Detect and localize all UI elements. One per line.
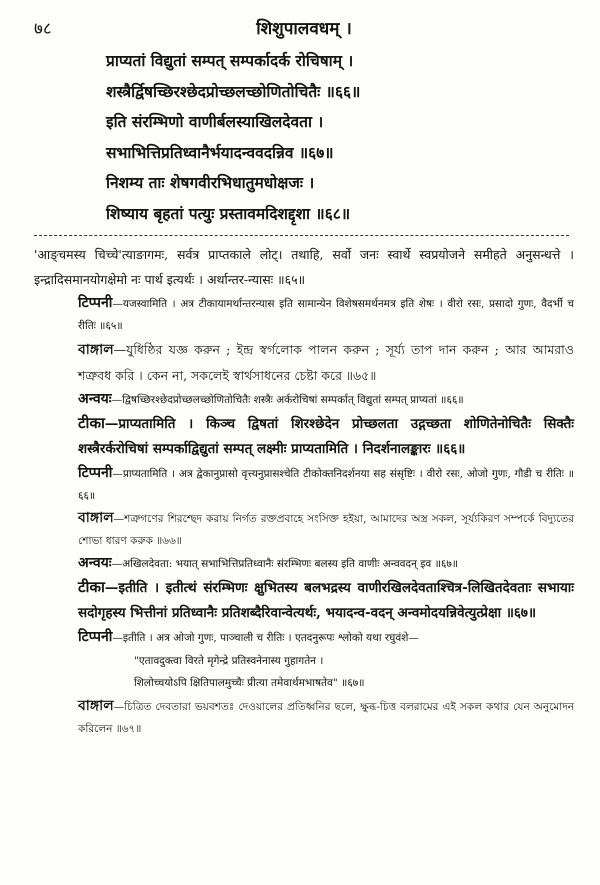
verse-block xyxy=(106,46,574,229)
anvaya-label: अन्वयः xyxy=(78,555,112,571)
bangla-text: —যুধিষ্ঠির যজ্ঞ করুন ; ইন্দ্র স্বর্গলোক পালন করুন ; সূর্য্য তাপ দান করুন ; আর আমরাও শত্রুবধ করি । কেন না, সকলেই স্বার্থসাধনের চেষ্টা করে ॥৬৫॥ xyxy=(78,342,574,383)
tippani-text: —इतीति । अत्र ओजो गुणः, पाञ्चाली च रीतिः । एतदनुरूपः श्लोको यथा रघुवंशे— xyxy=(112,632,419,644)
tika-67 xyxy=(34,575,574,626)
tika-label: टीका xyxy=(78,414,105,432)
verse-line: सभाभित्तिप्रतिध्वानैर्भयादन्ववदन्निव ॥६७॥ xyxy=(106,142,334,162)
page-number: ७८ xyxy=(34,19,52,39)
tippani-65 xyxy=(34,292,574,337)
commentary-65-main: 'आङ्चमस्य चिच्चे'त्याङागमः, सर्वत्र प्राप्तकाले लोट्। तथाहि, सर्वो जनः स्वार्थे स्वप्रयोजने समीहते अनुसन्धत्ते । इन्द्रादिसमानयोगक्षेमो नः पार्थ इत्यर्थः । अर्थान्तर-न्यासः ॥६५॥ xyxy=(34,247,574,287)
bangla-66 xyxy=(34,507,574,552)
tika-label: टीका xyxy=(78,578,105,596)
anvaya-text: —द्विषच्छिरश्छेदप्रोच्छलच्छोणितोचितैः शस्त्रैः अर्करोचिषां सम्पर्कात् विद्युतां सम्पत् प्राप्यतां ॥६६॥ xyxy=(111,394,464,406)
running-title: शिशुपालवधम् । xyxy=(256,19,352,39)
tika-text: —प्राप्यतामिति । किञ्च द्विषतां शिरश्छेदेन प्रोच्छलता उद्गच्छता शोणितेनोचितैः सिक्तैः शस्त्रैरर्करोचिषां सम्पर्काद्विद्युतां सम्पत् लक्ष्मीः प्राप्यतामिति । निदर्शनालङ्कारः ॥६६॥ xyxy=(78,416,574,457)
tippani-label: टिप्पनी xyxy=(78,465,113,481)
verse-line: इति संरम्भिणो वाणीर्बलस्याखिलदेवता । xyxy=(106,112,324,131)
verse-line: शिष्याय बृहतां पत्युः प्रस्तावमदिशद्दृशा ॥६८॥ xyxy=(106,203,351,223)
section-divider xyxy=(34,235,569,236)
anvaya-66 xyxy=(34,388,574,411)
anvaya-text: —अखिलदेवता: भयात् सभाभित्तिप्रतिध्वानैः संरम्भिणः बलस्य इति वाणीः अन्ववदन् इव ॥६७॥ xyxy=(111,558,459,570)
verse-line: शस्त्रैर्द्विषच्छिरश्छेदप्रोच्छलच्छोणितोचितैः ॥६६॥ xyxy=(106,81,361,101)
quote-line: "एतावदुक्त्वा विरते मृगेन्द्रे प्रतिस्वनेनास्य गुहागतेन । xyxy=(134,655,324,667)
tippani-66 xyxy=(34,462,574,507)
anvaya-67 xyxy=(34,552,574,575)
bangla-label: বাঙ্গাল xyxy=(78,510,114,526)
bangla-text: —চিত্রিত দেবতারা ভয়বশতঃ দেওয়ালের প্রতিধ্বনির ছলে, ক্ষুব্ধ-চিত্ত বলরামের এই সকল কথার যেন অনুমোদন করিলেন ॥৬৭॥ xyxy=(78,701,574,735)
tippani-label: टिप्पनी xyxy=(78,295,113,311)
bangla-65 xyxy=(34,337,574,388)
page-header xyxy=(34,10,574,40)
bangla-label: বাঙ্গাল xyxy=(78,698,114,714)
tika-text: —इतीति । इतीत्थं संरम्भिणः क्षुभितस्य बलभद्रस्य वाणीरखिलदेवताश्चित्र-लिखितदेवताः सभायाः सदोगृहस्य भित्तीनां प्रतिध्वानैः प्रतिशब्दैरिवान्वेत्यर्थः, भयादन्व-वदन् अन्वमोदयन्निवेत्युत्प्रेक्षा ॥६७॥ xyxy=(78,580,574,621)
bangla-text: —শত্রুগণের শিরশ্ছেদ করায় নির্গত রক্তপ্রবাহে সংসিক্ত হইয়া, আমাদের অস্ত্র সকল, সূর্য্যকিরণ সম্পর্কে বিদ্যুতের শোভা ধারণ করুক ॥৬৬॥ xyxy=(78,513,574,547)
verse-line: निशम्य ताः शेषगवीरभिधातुमधोक्षजः । xyxy=(106,173,315,192)
bangla-label: বাঙ্গাল xyxy=(78,342,114,358)
quote-line: शिलोच्चयोऽपि क्षितिपालमुच्चैः प्रीत्या तमेवार्थमभाषतेव" ॥६७॥ xyxy=(134,677,365,689)
tippani-67 xyxy=(34,626,574,649)
tippani-text: —यजस्वामिति । अत्र टीकायामर्थान्तरन्यास इति सामान्येन विशेषसमर्थनमत्र इति शेषः । वीरो रसः, प्रसादो गुणः, वैदर्भी च रीतिः ॥६५॥ xyxy=(78,298,574,332)
bangla-67 xyxy=(34,695,574,740)
anvaya-label: अन्वयः xyxy=(78,391,112,407)
tika-66 xyxy=(34,411,574,462)
tippani-text: —प्राप्यतामिति । अत्र द्वेकानुप्रासो वृत्त्यनुप्रासश्चेति टीकोक्तनिदर्शनया सह संसृष्टिः । वीरो रसः, ओजो गुणः, गौडी च रीतिः ॥६६॥ xyxy=(78,468,574,502)
tippani-label: टिप्पनी xyxy=(78,629,113,645)
verse-line: प्राप्यतां विद्युतां सम्पत् सम्पर्कादर्क रोचिषाम् । xyxy=(106,51,354,70)
